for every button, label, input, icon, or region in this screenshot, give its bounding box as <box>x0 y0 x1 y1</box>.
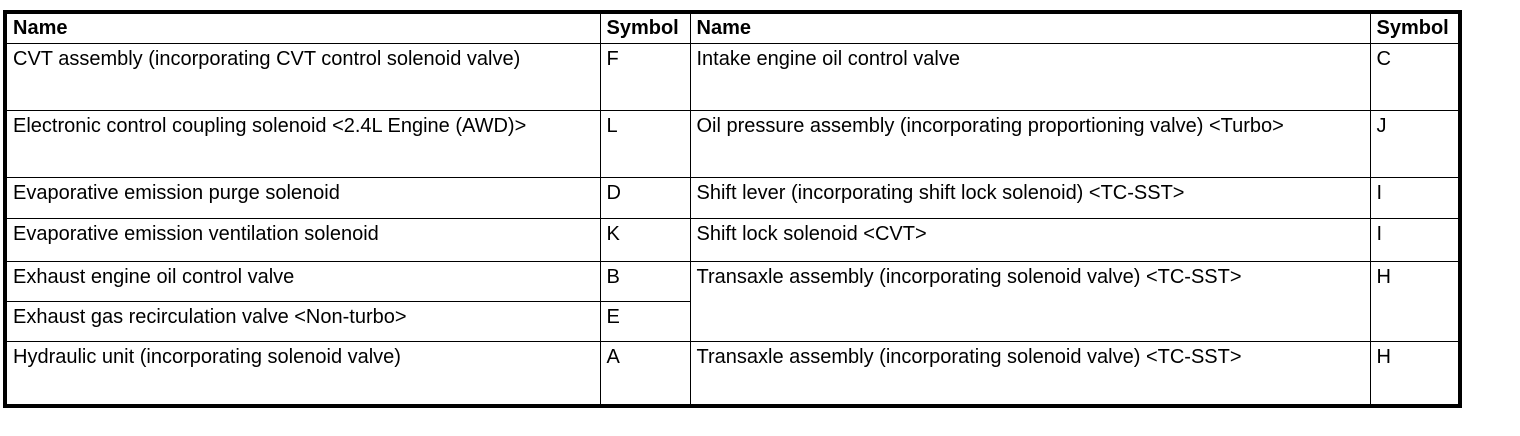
header-name-left: Name <box>5 12 600 44</box>
header-symbol-left: Symbol <box>600 12 690 44</box>
parts-symbol-table <box>3 10 1462 408</box>
right-symbol-cell: H <box>1370 262 1460 342</box>
table-row <box>5 219 1460 262</box>
parts-table-wrapper <box>3 10 1462 408</box>
right-name-cell: Transaxle assembly (incorporating solenoid valve) <TC-SST> <box>690 342 1370 407</box>
right-symbol-cell: J <box>1370 111 1460 178</box>
header-symbol-right: Symbol <box>1370 12 1460 44</box>
right-name-cell: Shift lever (incorporating shift lock solenoid) <TC-SST> <box>690 178 1370 219</box>
right-name-cell: Shift lock solenoid <CVT> <box>690 219 1370 262</box>
left-symbol-cell: L <box>600 111 690 178</box>
right-symbol-cell: I <box>1370 219 1460 262</box>
left-name-cell: Hydraulic unit (incorporating solenoid valve) <box>5 342 600 407</box>
table-row <box>5 111 1460 178</box>
left-symbol-cell: K <box>600 219 690 262</box>
left-symbol-cell: E <box>600 302 690 342</box>
right-symbol-cell: I <box>1370 178 1460 219</box>
table-row <box>5 342 1460 407</box>
right-name-cell: Intake engine oil control valve <box>690 44 1370 111</box>
left-symbol-cell: F <box>600 44 690 111</box>
right-name-cell: Transaxle assembly (incorporating solenoid valve) <TC-SST> <box>690 262 1370 342</box>
table-row <box>5 44 1460 111</box>
left-symbol-cell: B <box>600 262 690 302</box>
left-name-cell: Electronic control coupling solenoid <2.4L Engine (AWD)> <box>5 111 600 178</box>
right-name-cell: Oil pressure assembly (incorporating proportioning valve) <Turbo> <box>690 111 1370 178</box>
right-symbol-cell: C <box>1370 44 1460 111</box>
left-name-cell: CVT assembly (incorporating CVT control solenoid valve) <box>5 44 600 111</box>
header-row <box>5 12 1460 44</box>
header-name-right: Name <box>690 12 1370 44</box>
table-row <box>5 178 1460 219</box>
right-symbol-cell: H <box>1370 342 1460 407</box>
left-name-cell: Exhaust gas recirculation valve <Non-turbo> <box>5 302 600 342</box>
left-symbol-cell: A <box>600 342 690 407</box>
left-name-cell: Evaporative emission ventilation solenoid <box>5 219 600 262</box>
left-name-cell: Evaporative emission purge solenoid <box>5 178 600 219</box>
table-row <box>5 262 1460 302</box>
left-name-cell: Exhaust engine oil control valve <box>5 262 600 302</box>
left-symbol-cell: D <box>600 178 690 219</box>
